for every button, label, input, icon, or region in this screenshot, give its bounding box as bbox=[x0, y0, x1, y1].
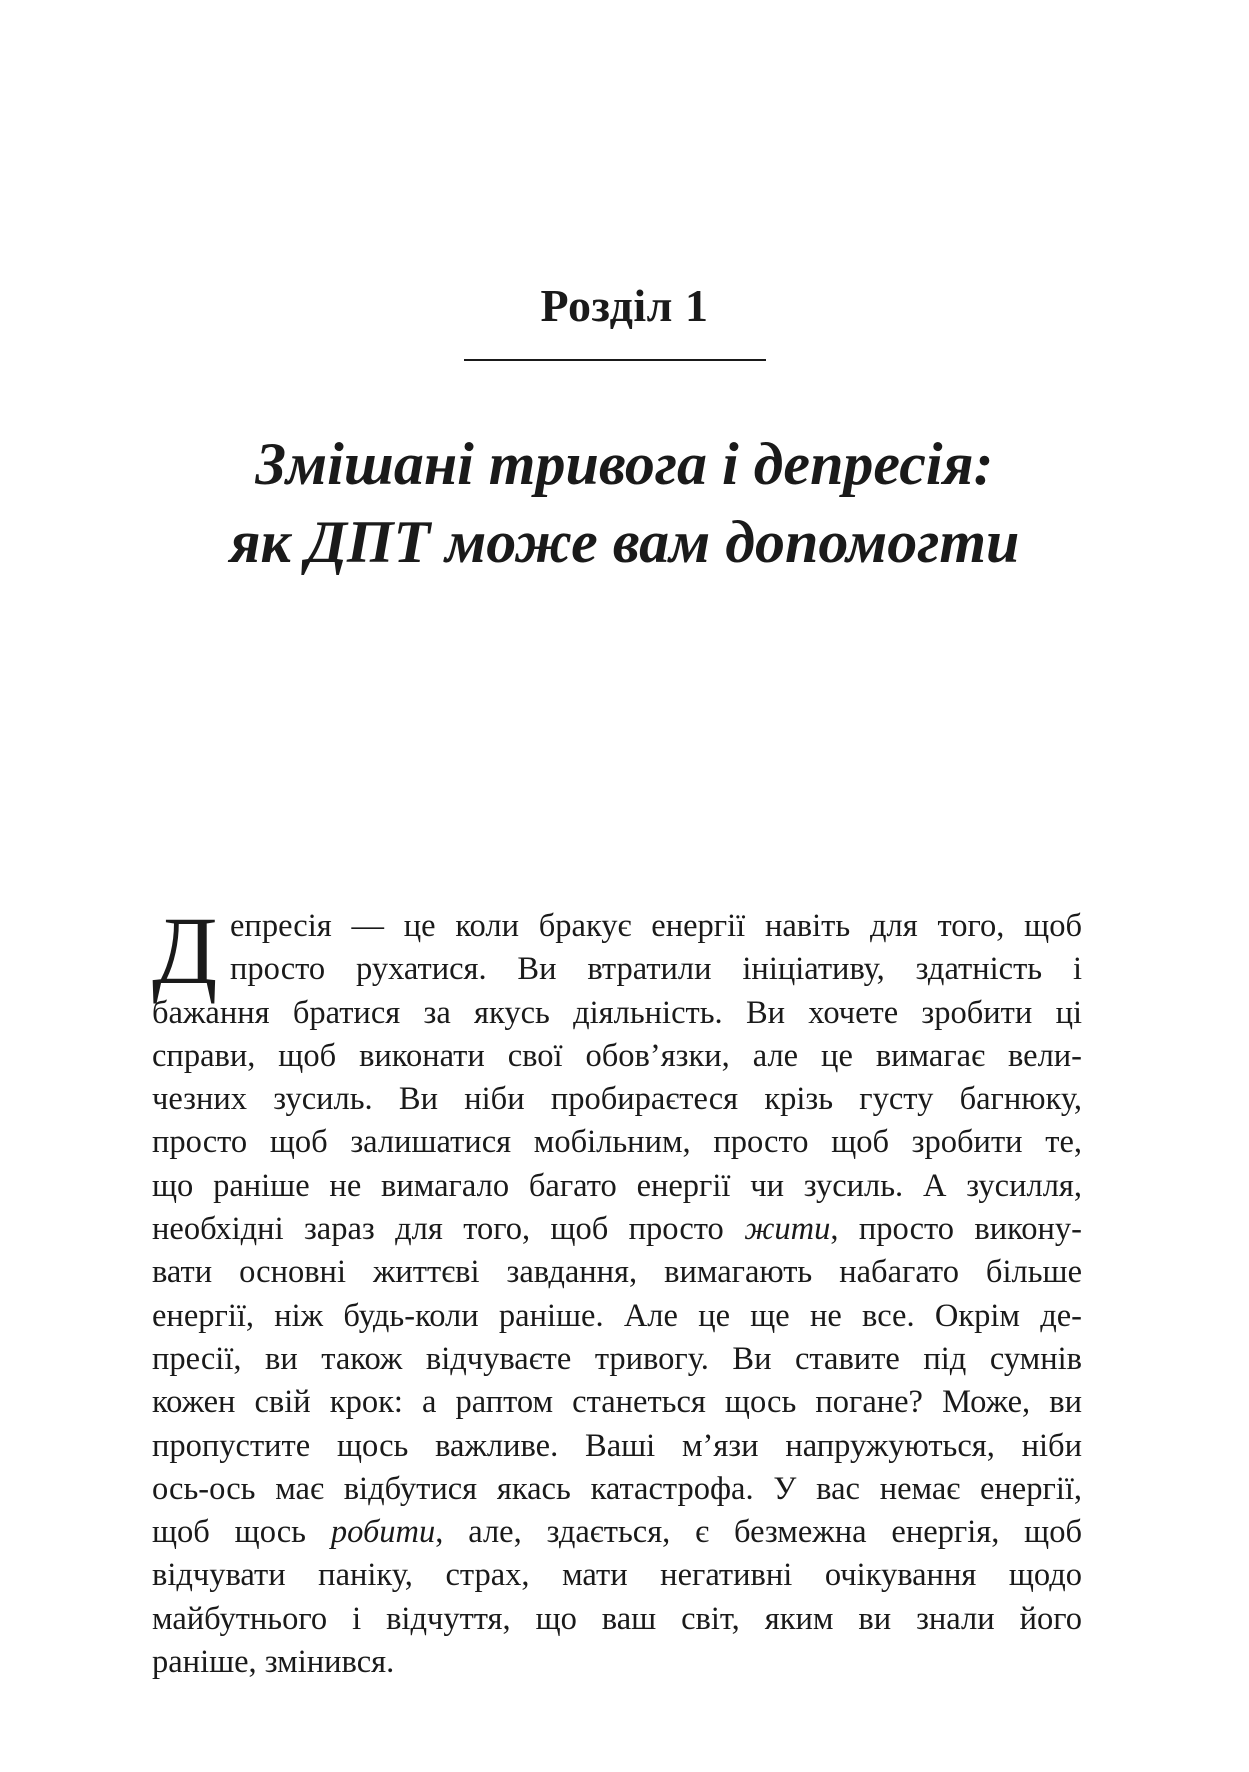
chapter-title-line: як ДПТ може вам допомогти bbox=[229, 509, 1020, 575]
text-line: кожен свій крок: а раптом станеться щось погане? Може, ви bbox=[152, 1384, 1082, 1421]
text-line: енергії, ніж будь-коли раніше. Але це ще не все. Окрім де- bbox=[152, 1297, 1082, 1334]
text-line: раніше, змінився. bbox=[152, 1644, 395, 1681]
text-line: необхідні зараз для того, щоб просто жити, просто викону- bbox=[152, 1211, 1082, 1248]
chapter-title-line: Змішані тривога і депресія: bbox=[255, 431, 994, 497]
text-line: пресії, ви також відчуваєте тривогу. Ви ставите під сумнів bbox=[152, 1340, 1082, 1377]
text-line: епресія — це коли бракує енергії навіть для того, щоб bbox=[230, 908, 1082, 944]
chapter-title bbox=[0, 425, 1249, 581]
drop-cap: Д bbox=[152, 897, 218, 1004]
text-line: пропустите щось важливе. Ваші м’язи напружуються, ніби bbox=[152, 1427, 1082, 1464]
text-line: майбутнього і відчуття, що ваш світ, яким ви знали його bbox=[152, 1600, 1082, 1637]
chapter-label: Розділ 1 bbox=[540, 280, 709, 331]
text-line: просто щоб залишатися мобільним, просто щоб зробити те, bbox=[152, 1124, 1082, 1161]
text-line: просто рухатися. Ви втратили ініціативу, здатність і bbox=[230, 951, 1082, 988]
body-paragraph bbox=[152, 897, 1082, 1684]
emphasis-text: жити bbox=[744, 1211, 831, 1248]
text-line: ось-ось має відбутися якась катастрофа. У вас немає енергії, bbox=[152, 1470, 1082, 1507]
text-line: вати основні життєві завдання, вимагають набагато більше bbox=[152, 1254, 1082, 1291]
text-line: бажання братися за якусь діяльність. Ви хочете зробити ці bbox=[152, 994, 1082, 1031]
text-line: чезних зусиль. Ви ніби пробираєтеся крізь густу багнюку, bbox=[152, 1081, 1082, 1118]
chapter-divider-rule bbox=[464, 359, 766, 361]
text-line: справи, щоб виконати свої обов’язки, але це вимагає вели- bbox=[152, 1037, 1082, 1074]
emphasis-text: робити bbox=[330, 1514, 436, 1551]
text-line: щоб щось робити, але, здається, є безмежна енергія, щоб bbox=[152, 1514, 1082, 1551]
text-line: що раніше не вимагало багато енергії чи зусиль. А зусилля, bbox=[152, 1167, 1082, 1204]
text-line: відчувати паніку, страх, мати негативні очікування щодо bbox=[152, 1557, 1082, 1594]
